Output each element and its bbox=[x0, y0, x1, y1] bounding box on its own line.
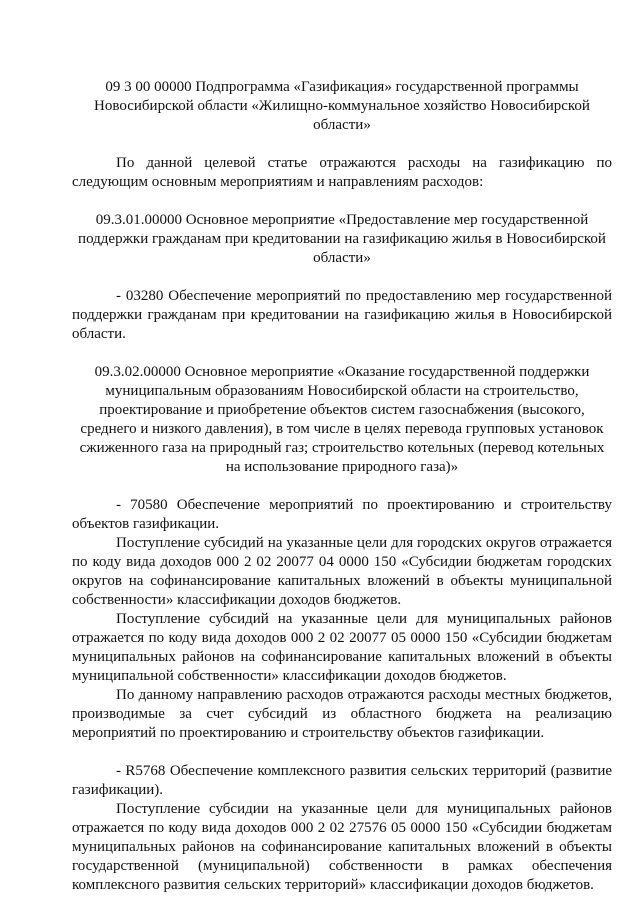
item-03280: - 03280 Обеспечение мероприятий по предоставлению мер государственной поддержки гражданам при кредитовании на газификацию жилья в Новосибирской области. bbox=[72, 288, 612, 342]
paragraph-70580-expenses: По данному направлению расходов отражаются расходы местных бюджетов, производимые за счет субсидий из областного бюджета на реализацию мероприятий по проектированию и строительству объектов газификации. bbox=[72, 687, 612, 741]
subprogram-heading: 09 3 00 00000 Подпрограмма «Газификация» государственной программы Новосибирской области «Жилищно-коммунальное хозяйство Новосибирской области» bbox=[94, 79, 590, 133]
spacer bbox=[72, 135, 612, 154]
event-heading-2: 09.3.02.00000 Основное мероприятие «Оказание государственной поддержки муниципальным образованиям Новосибирской области на строительство, проектирование и приобретение объектов систем газоснабжения (высокого, среднего и низкого давления), в том числе в целях перевода групповых установок сжиженного газа на природный газ; строительство котельных (перевод котельных на использование природного газа)» bbox=[79, 364, 605, 475]
spacer bbox=[72, 192, 612, 211]
item-70580: - 70580 Обеспечение мероприятий по проектированию и строительству объектов газификации. bbox=[72, 497, 612, 532]
paragraph-70580-district: Поступление субсидий на указанные цели для муниципальных районов отражается по коду вида доходов 000 2 02 20077 05 0000 150 «Субсидии бюджетам муниципальных районов на софинансирование капитальных вложений в объекты муниципальной собственности» классификации доходов бюджетов. bbox=[72, 611, 612, 684]
spacer bbox=[72, 477, 612, 496]
document-page bbox=[72, 78, 612, 895]
spacer bbox=[72, 268, 612, 287]
spacer bbox=[72, 743, 612, 762]
paragraph-70580-city: Поступление субсидий на указанные цели для городских округов отражается по коду вида доходов 000 2 02 20077 04 0000 150 «Субсидии бюджетам городских округов на софинансирование капитальных вложений в объекты муниципальной собственности» классификации доходов бюджетов. bbox=[72, 535, 612, 608]
event-heading-1: 09.3.01.00000 Основное мероприятие «Предоставление мер государственной поддержки гражданам при кредитовании на газификацию жилья в Новосибирской области» bbox=[78, 212, 606, 266]
item-R5768: - R5768 Обеспечение комплексного развития сельских территорий (развитие газификации). bbox=[72, 763, 612, 798]
paragraph-R5768-district: Поступление субсидии на указанные цели для муниципальных районов отражается по коду вида доходов 000 2 02 27576 05 0000 150 «Субсидии бюджетам муниципальных районов на софинансирование капитальных вложений в объекты государственной (муниципальной) собственности в рамках обеспечения комплексного развития сельских территорий» классификации доходов бюджетов. bbox=[72, 801, 612, 893]
spacer bbox=[72, 344, 612, 363]
intro-paragraph: По данной целевой статье отражаются расходы на газификацию по следующим основным мероприятиям и направлениям расходов: bbox=[72, 155, 612, 190]
